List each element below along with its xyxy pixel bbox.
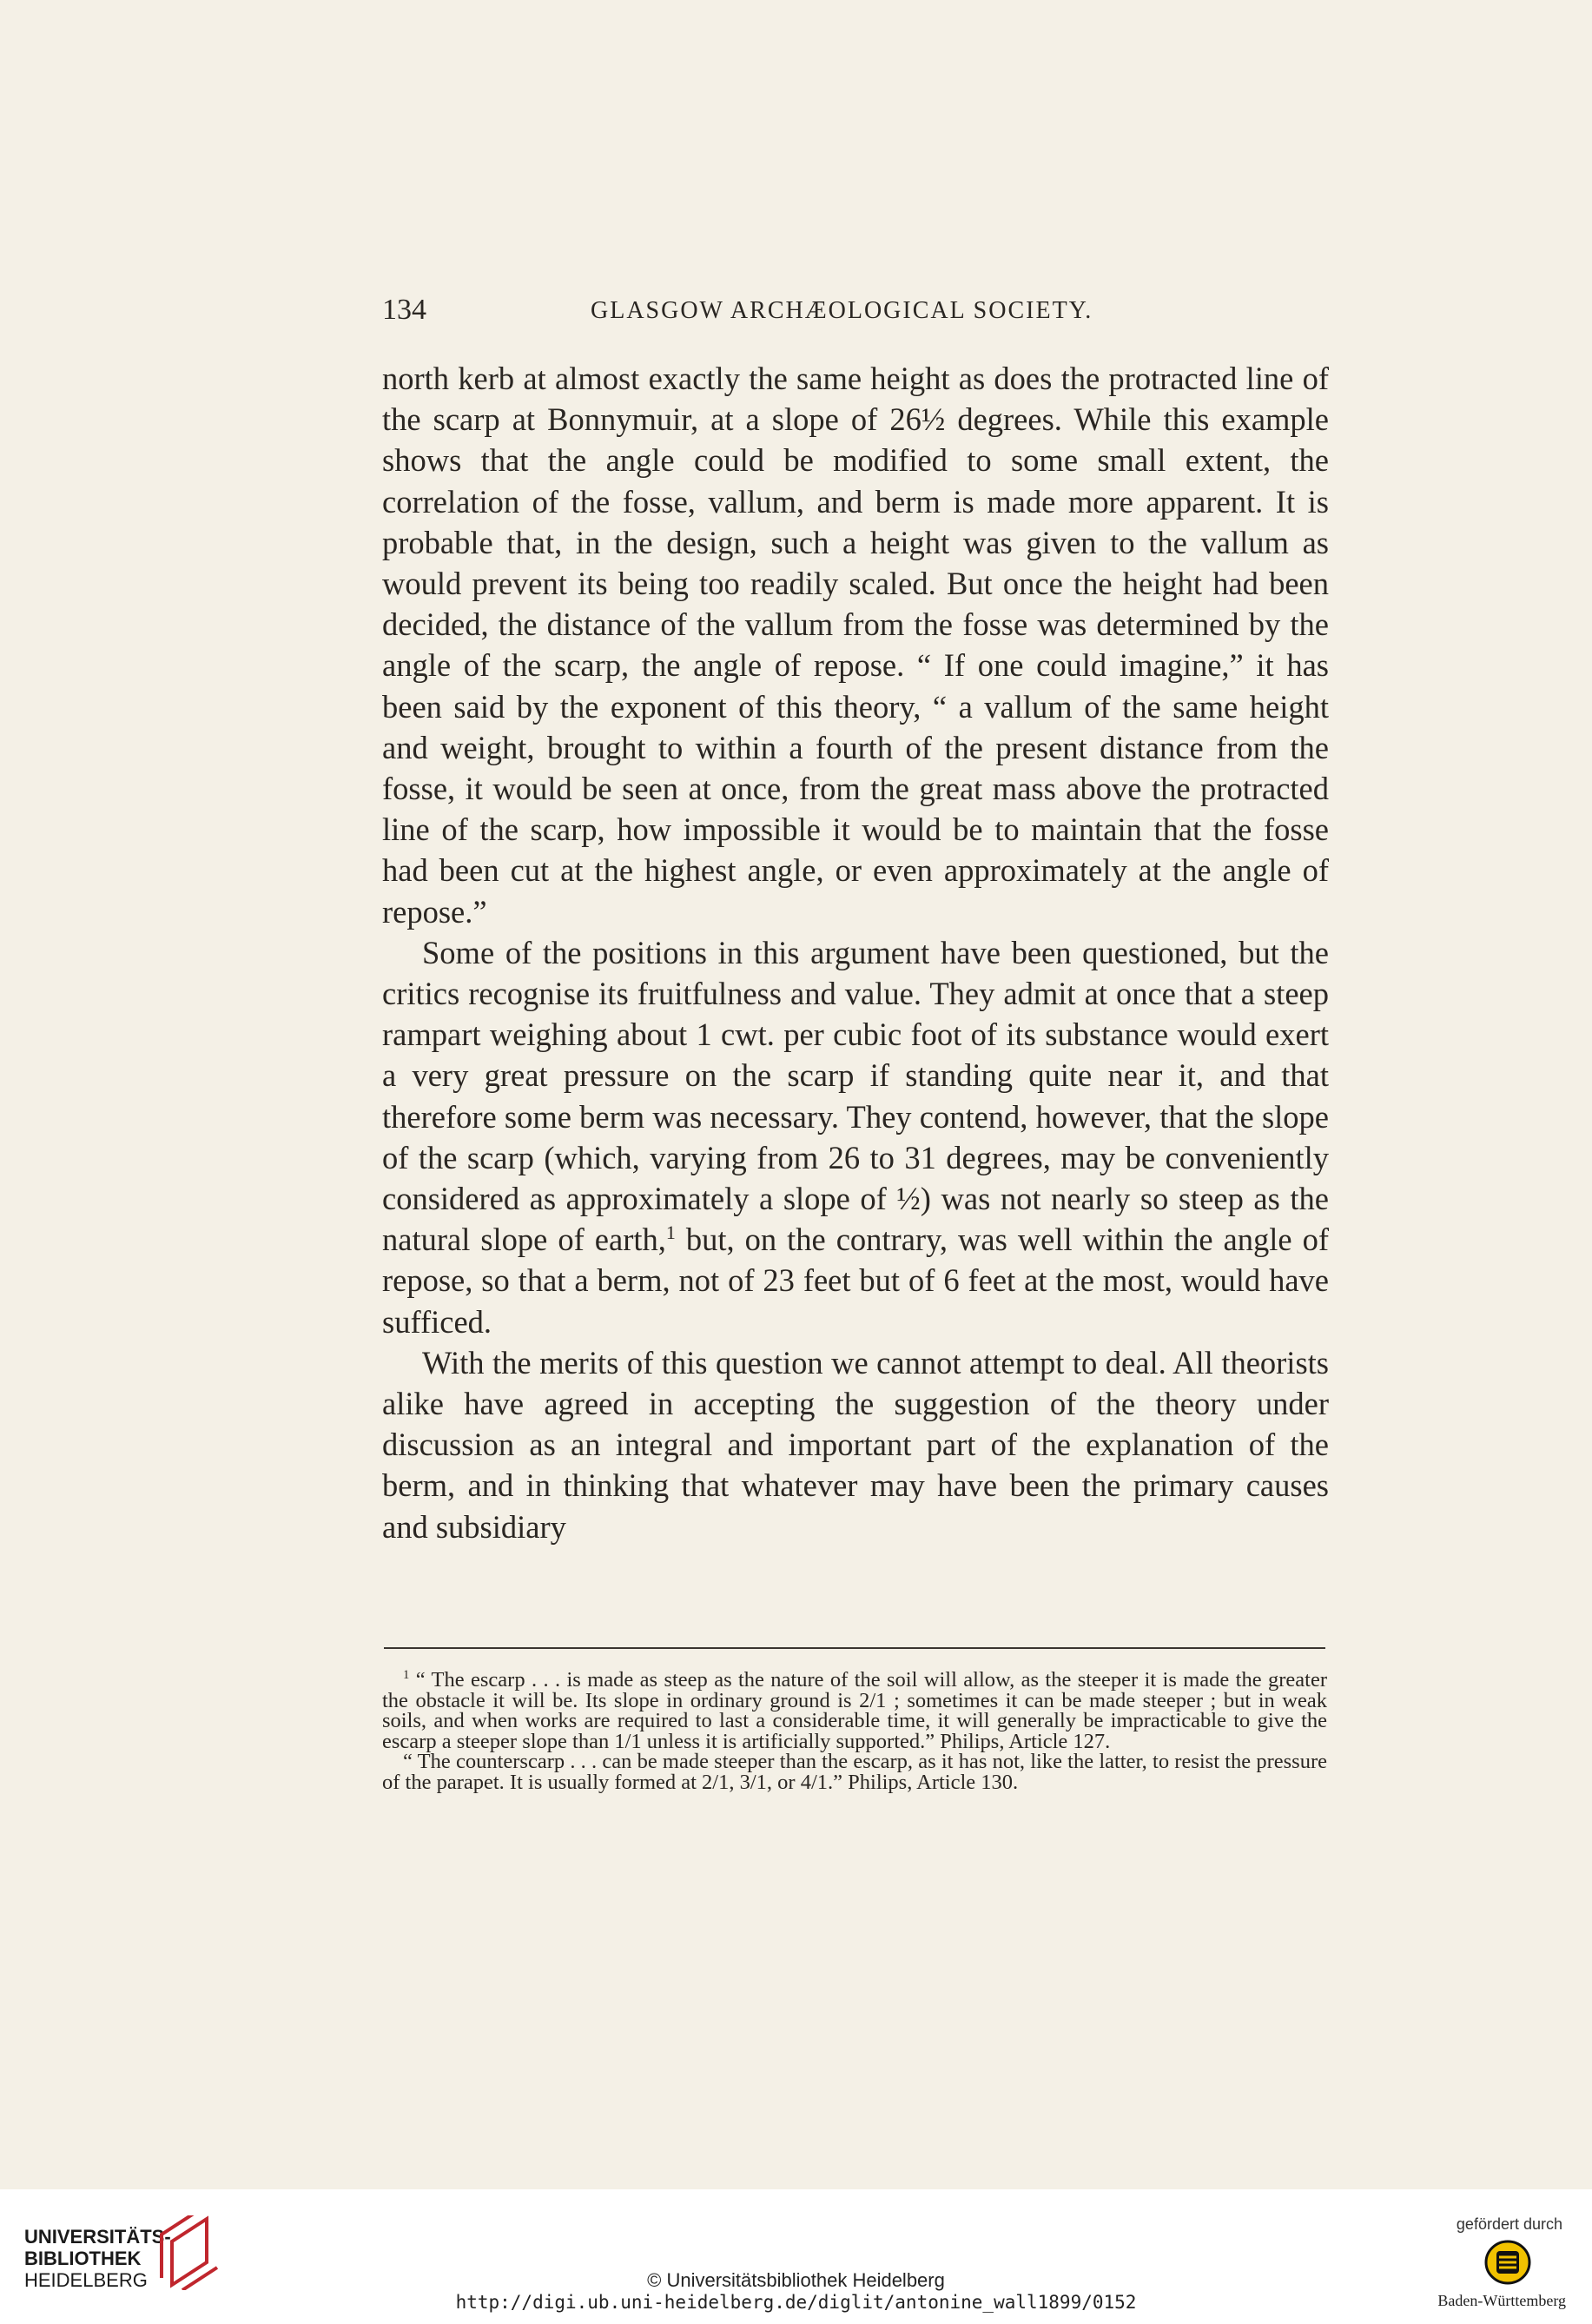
footnote-divider <box>384 1647 1325 1649</box>
footnote-1-marker: 1 <box>403 1667 410 1682</box>
paragraph-2-part-a: Some of the positions in this argument have been questioned, but the critics recognise its fruitfulness and value. They admit at once that a steep rampart weighing about 1 cwt. per cubic foot of its substance would exert a very great pressure on the scarp if standing quite near it, and that therefore some berm was necessary. They contend, however, that the slope of the scarp (which, varying from 26 to 31 degrees, may be conveniently considered as approximately a slope of ½) was not nearly so steep as the natural slope of earth, <box>382 934 1329 1258</box>
footer-bar <box>0 2189 1592 2324</box>
funder-name: Baden-Württemberg <box>1437 2292 1566 2309</box>
paragraph-3: With the merits of this question we cannot attempt to deal. All theorists alike have agreed in accepting the suggestion of the theory under discussion as an integral and important part of the explanation of the berm, and in thinking that whatever may have been the primary causes and subsidiary <box>382 1344 1329 1545</box>
footnotes <box>382 1667 1327 1794</box>
body-text <box>382 358 1329 1547</box>
copyright-notice: © Universitätsbibliothek Heidelberg <box>647 2269 945 2291</box>
paragraph-2 <box>382 932 1329 1342</box>
paragraph-2-part-b: but, on the contrary, was well within the angle of repose, so that a berm, not of 23 feet but of 6 feet at the most, would have sufficed. <box>382 1222 1330 1340</box>
paragraph-1: north kerb at almost exactly the same height as does the protracted line of the scarp at Bonnymuir, at a slope of 26½ degrees. While this example shows that the angle could be modified to some small extent, the correlation of the fosse, vallum, and berm is made more apparent. It is probable that, in the design, such a height was given to the vallum as would prevent its being too readily scaled. But once the height had been decided, the distance of the vallum from the fosse was determined by the angle of the scarp, the angle of repose. “ If one could imagine,” it has been said by the exponent of this theory, “ a vallum of the same height and weight, brought to within a fourth of the present distance from the fosse, it would be seen at once, from the great mass above the protracted line of the scarp, how impossible it would be to maintain that the fosse had been cut at the highest angle, or even approximately at the angle of repose.” <box>382 361 1329 930</box>
footnote-1-text: “ The escarp . . . is made as steep as the nature of the soil will allow, as the steeper it is made the greater the obstacle it will be. Its slope in ordinary ground is 2/1 ; sometimes it can be made steeper ; but in weak soils, and when works are required to last a considerable time, it will generally be impracticable to give the escarp a steeper slope than 1/1 unless it is artificially supported.” Philips, Article 127. <box>382 1668 1327 1753</box>
library-line-1: UNIVERSITÄTS- <box>24 2226 171 2248</box>
footnote-2: “ The counterscarp . . . can be made steeper than the escarp, as it has not, like the latter, to resist the pressure of the parapet. It is usually formed at 2/1, 3/1, or 4/1.” Philips, Article 130. <box>382 1750 1327 1794</box>
permalink-url[interactable]: http://digi.ub.uni-heidelberg.de/diglit/antonine_wall1899/0152 <box>455 2292 1137 2313</box>
baden-wuerttemberg-crest-icon[interactable] <box>1484 2240 1531 2285</box>
page-number: 134 <box>382 294 426 326</box>
library-line-3: HEIDELBERG <box>24 2269 148 2291</box>
footnote-ref-1: 1 <box>665 1222 676 1244</box>
library-line-2: BIBLIOTHEK <box>24 2248 142 2269</box>
footnote-1 <box>382 1667 1327 1753</box>
running-head: GLASGOW ARCHÆOLOGICAL SOCIETY. <box>591 297 1093 324</box>
funded-by-label: gefördert durch <box>1456 2215 1562 2233</box>
